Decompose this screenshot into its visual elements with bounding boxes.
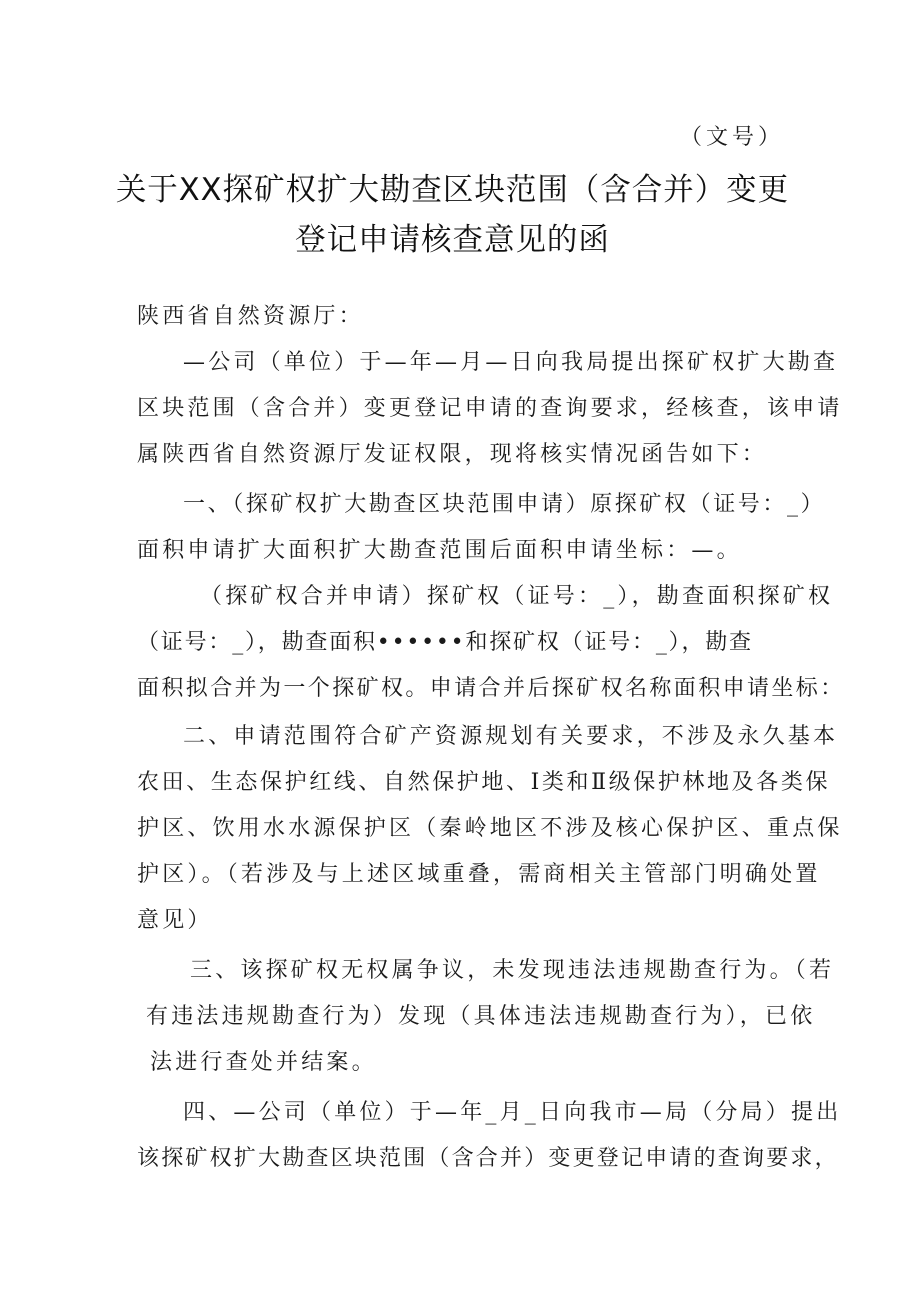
body-line: 四、—公司（单位）于—年_月_日向我市—局（分局）提出 — [183, 1100, 842, 1125]
body-line: 面积申请扩大面积扩大勘查范围后面积申请坐标：—。 — [137, 538, 742, 563]
body-line: （探矿权合并申请）探矿权（证号：_），勘查面积探矿权 — [200, 584, 834, 609]
salutation: 陕西省自然资源厅： — [137, 304, 364, 329]
body-line: 护区、饮用水水源保护区（秦岭地区不涉及核心保护区、重点保 — [137, 816, 843, 841]
body-line: 面积拟合并为一个探矿权。申请合并后探矿权名称面积申请坐标： — [137, 676, 845, 701]
body-line: 属陕西省自然资源厅发证权限，现将核实情况函告如下： — [137, 442, 768, 467]
body-line: 三、该探矿权无权属争议，未发现违法违规勘查行为。（若 — [190, 958, 835, 983]
body-line: 区块范围（含合并）变更登记申请的查询要求，经核查，该申请 — [137, 396, 843, 421]
body-line: —公司（单位）于—年—月—日向我局提出探矿权扩大勘查 — [183, 350, 839, 375]
body-line: 农田、生态保护红线、自然保护地、Ⅰ类和Ⅱ级保护林地及各类保 — [137, 770, 831, 795]
body-line: 法进行查处并结案。 — [150, 1050, 377, 1075]
body-line: 该探矿权扩大勘查区块范围（含合并）变更登记申请的查询要求， — [137, 1146, 839, 1171]
body-line: 二、申请范围符合矿产资源规划有关要求，不涉及永久基本 — [183, 724, 839, 749]
document-title-line-1: 关于XX探矿权扩大勘查区块范围（含合并）变更 — [115, 172, 790, 208]
body-line: （证号：_），勘查面积••••••和探矿权（证号：_），勘查 — [137, 630, 753, 655]
body-line: 有违法违规勘查行为）发现（具体违法违规勘查行为），已依 — [146, 1004, 816, 1029]
document-title-line-2: 登记申请核查意见的函 — [295, 222, 610, 258]
body-line: 一、（探矿权扩大勘查区块范围申请）原探矿权（证号：_） — [183, 492, 826, 517]
body-line: 护区）。（若涉及与上述区域重叠，需商相关主管部门明确处置 — [137, 862, 821, 887]
document-number: （文号） — [680, 125, 785, 150]
body-line: 意见） — [137, 908, 213, 933]
